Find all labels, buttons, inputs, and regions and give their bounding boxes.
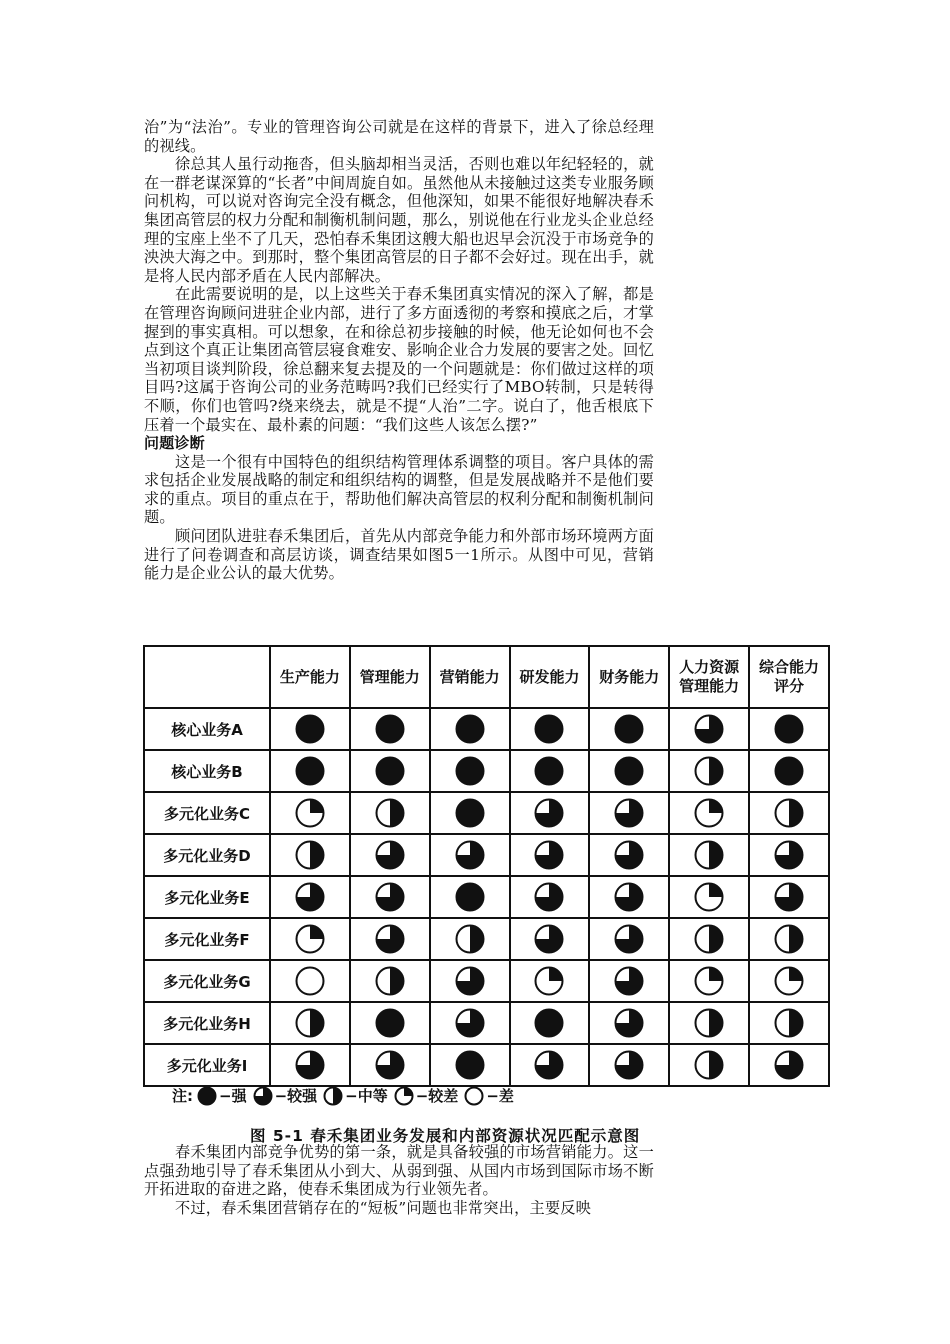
rating-cell	[510, 792, 590, 834]
table-body	[144, 708, 829, 1086]
harvey-ball-icon	[614, 1050, 644, 1080]
corner-cell	[144, 646, 270, 708]
column-header: 综合能力 评分	[749, 646, 829, 708]
harvey-ball-icon	[295, 1008, 325, 1038]
harvey-ball-icon	[295, 714, 325, 744]
harvey-ball-icon	[455, 756, 485, 786]
rating-cell	[270, 750, 350, 792]
paragraph-6: 春禾集团内部竞争优势的第一条，就是具备较强的市场营销能力。这一点强劲地引导了春禾集团从小到大、从弱到强、从国内市场到国际市场不断开拓进取的奋进之路，使春禾集团成为行业领先者。	[144, 1143, 654, 1199]
column-header: 财务能力	[589, 646, 669, 708]
table-row	[144, 792, 829, 834]
legend-label: −差	[486, 1087, 514, 1105]
harvey-ball-icon	[774, 714, 804, 744]
harvey-ball-icon	[534, 756, 564, 786]
harvey-ball-icon	[295, 924, 325, 954]
harvey-ball-icon	[774, 1050, 804, 1080]
column-header: 人力资源 管理能力	[669, 646, 749, 708]
rating-cell	[669, 834, 749, 876]
harvey-ball-icon	[534, 714, 564, 744]
rating-cell	[350, 1002, 430, 1044]
row-label: 核心业务B	[144, 750, 270, 792]
column-header: 生产能力	[270, 646, 350, 708]
rating-cell	[430, 918, 510, 960]
rating-cell	[669, 750, 749, 792]
table-row	[144, 708, 829, 750]
harvey-ball-icon	[295, 798, 325, 828]
row-label: 多元化业务F	[144, 918, 270, 960]
paragraph-4: 这是一个很有中国特色的组织结构管理体系调整的项目。客户具体的需求包括企业发展战略的制定和组织结构的调整，但是发展战略并不是他们要求的重点。项目的重点在于，帮助他们解决高管层的权利分配和制衡机制问题。	[144, 452, 654, 527]
rating-cell	[749, 1002, 829, 1044]
harvey-ball-icon	[455, 714, 485, 744]
harvey-ball-icon	[455, 1050, 485, 1080]
table-row	[144, 1002, 829, 1044]
table-row	[144, 834, 829, 876]
harvey-ball-icon	[614, 756, 644, 786]
row-label: 多元化业务D	[144, 834, 270, 876]
harvey-ball-icon	[375, 882, 405, 912]
rating-cell	[270, 1044, 350, 1086]
rating-cell	[749, 1044, 829, 1086]
harvey-ball-icon	[774, 798, 804, 828]
row-label: 多元化业务G	[144, 960, 270, 1002]
paragraph-2: 徐总其人虽行动拖沓，但头脑却相当灵活，否则也难以年纪轻轻的，就在一群老谋深算的“长者”中间周旋自如。虽然他从未接触过这类专业服务顾问机构，可以说对咨询完全没有概念，但他深知，如果不能很好地解决春禾集团高管层的权力分配和制衡机制问题，那么，别说他在行业龙头企业总经理的宝座上坐不了几天，恐怕春禾集团这艘大船也迟早会沉没于市场竞争的泱泱大海之中。到那时，整个集团高管层的日子都不会好过。现在出手，就是将人民内部矛盾在人民内部解决。	[144, 155, 654, 285]
row-label: 多元化业务H	[144, 1002, 270, 1044]
rating-cell	[589, 708, 669, 750]
rating-cell	[350, 1044, 430, 1086]
row-label: 多元化业务C	[144, 792, 270, 834]
rating-cell	[430, 960, 510, 1002]
harvey-ball-icon	[455, 882, 485, 912]
harvey-ball-icon	[614, 798, 644, 828]
harvey-ball-icon	[455, 798, 485, 828]
table-row	[144, 1044, 829, 1086]
section-heading: 问题诊断	[144, 434, 205, 453]
harvey-ball-icon	[694, 714, 724, 744]
rating-cell	[510, 1002, 590, 1044]
legend-label: −较差	[415, 1087, 459, 1105]
rating-cell	[350, 708, 430, 750]
legend	[172, 1085, 520, 1106]
harvey-ball-icon	[614, 966, 644, 996]
harvey-ball-icon	[375, 756, 405, 786]
rating-cell	[510, 1044, 590, 1086]
capability-matrix-table	[143, 645, 830, 1087]
rating-cell	[749, 708, 829, 750]
legend-item	[394, 1085, 459, 1106]
harvey-ball-icon	[375, 714, 405, 744]
rating-cell	[430, 750, 510, 792]
rating-cell	[270, 1002, 350, 1044]
rating-cell	[350, 834, 430, 876]
rating-cell	[589, 1002, 669, 1044]
harvey-ball-icon	[614, 924, 644, 954]
legend-label: −较强	[274, 1087, 318, 1105]
rating-cell	[430, 876, 510, 918]
harvey-ball-icon	[694, 840, 724, 870]
rating-cell	[430, 792, 510, 834]
harvey-ball-icon	[774, 840, 804, 870]
rating-cell	[749, 834, 829, 876]
legend-harvey-icon	[323, 1086, 343, 1106]
table-header-row	[144, 646, 829, 708]
legend-item	[253, 1085, 318, 1106]
harvey-ball-icon	[774, 882, 804, 912]
paragraph-3: 在此需要说明的是，以上这些关于春禾集团真实情况的深入了解，都是在管理咨询顾问进驻企业内部，进行了多方面透彻的考察和摸底之后，才掌握到的事实真相。可以想象，在和徐总初步接触的时候，他无论如何也不会点到这个真正让集团高管层寝食难安、影响企业合力发展的要害之处。回忆当初项目谈判阶段，徐总翻来复去提及的一个问题就是：你们做过这样的项目吗?这属于咨询公司的业务范畴吗?我们已经实行了MBO转制，只是转得不顺，你们也管吗?绕来绕去，就是不提“人治”二字。说白了，他舌根底下压着一个最实在、最朴素的问题：“我们这些人该怎么摆?”	[144, 285, 654, 434]
legend-prefix: 注:	[172, 1087, 193, 1105]
legend-item	[197, 1085, 247, 1106]
text-block-bottom	[144, 1143, 654, 1217]
rating-cell	[669, 792, 749, 834]
harvey-ball-icon	[534, 840, 564, 870]
rating-cell	[749, 960, 829, 1002]
harvey-ball-icon	[375, 840, 405, 870]
table-row	[144, 960, 829, 1002]
harvey-ball-icon	[375, 924, 405, 954]
rating-cell	[589, 960, 669, 1002]
rating-cell	[749, 792, 829, 834]
legend-item	[464, 1085, 514, 1106]
rating-cell	[350, 918, 430, 960]
harvey-ball-icon	[774, 966, 804, 996]
rating-cell	[669, 1002, 749, 1044]
rating-cell	[350, 876, 430, 918]
harvey-ball-icon	[614, 882, 644, 912]
rating-cell	[270, 918, 350, 960]
column-header: 研发能力	[510, 646, 590, 708]
rating-cell	[430, 1044, 510, 1086]
harvey-ball-icon	[694, 882, 724, 912]
rating-cell	[270, 960, 350, 1002]
harvey-ball-icon	[614, 714, 644, 744]
rating-cell	[430, 834, 510, 876]
rating-cell	[669, 1044, 749, 1086]
rating-cell	[669, 708, 749, 750]
rating-cell	[510, 708, 590, 750]
harvey-ball-icon	[455, 1008, 485, 1038]
row-label: 多元化业务E	[144, 876, 270, 918]
paragraph-1: 治”为“法治”。专业的管理咨询公司就是在这样的背景下，进入了徐总经理的视线。	[144, 118, 654, 155]
harvey-ball-icon	[295, 1050, 325, 1080]
harvey-ball-icon	[455, 966, 485, 996]
rating-cell	[350, 792, 430, 834]
harvey-ball-icon	[774, 1008, 804, 1038]
rating-cell	[589, 876, 669, 918]
harvey-ball-icon	[375, 1050, 405, 1080]
rating-cell	[510, 960, 590, 1002]
rating-cell	[589, 918, 669, 960]
harvey-ball-icon	[534, 924, 564, 954]
harvey-ball-icon	[295, 882, 325, 912]
rating-cell	[589, 1044, 669, 1086]
table-row	[144, 918, 829, 960]
legend-item	[323, 1085, 388, 1106]
rating-cell	[749, 918, 829, 960]
legend-harvey-icon	[394, 1086, 414, 1106]
harvey-ball-icon	[375, 798, 405, 828]
table-row	[144, 876, 829, 918]
rating-cell	[749, 750, 829, 792]
rating-cell	[510, 918, 590, 960]
column-header: 管理能力	[350, 646, 430, 708]
rating-cell	[430, 708, 510, 750]
harvey-ball-icon	[455, 840, 485, 870]
harvey-ball-icon	[375, 966, 405, 996]
row-label: 多元化业务I	[144, 1044, 270, 1086]
text-block-top	[144, 118, 654, 583]
harvey-ball-icon	[774, 756, 804, 786]
paragraph-7: 不过，春禾集团营销存在的“短板”问题也非常突出，主要反映	[175, 1198, 592, 1217]
harvey-ball-icon	[694, 1008, 724, 1038]
rating-cell	[270, 708, 350, 750]
harvey-ball-icon	[455, 924, 485, 954]
rating-cell	[510, 876, 590, 918]
harvey-ball-icon	[614, 840, 644, 870]
rating-cell	[270, 792, 350, 834]
harvey-ball-icon	[295, 756, 325, 786]
harvey-ball-icon	[534, 882, 564, 912]
table-row	[144, 750, 829, 792]
paragraph-5: 顾问团队进驻春禾集团后，首先从内部竞争能力和外部市场环境两方面进行了问卷调查和高层访谈，调查结果如图5一1所示。从图中可见，营销能力是企业公认的最大优势。	[144, 527, 654, 583]
harvey-ball-icon	[534, 798, 564, 828]
rating-cell	[350, 960, 430, 1002]
rating-cell	[589, 750, 669, 792]
rating-cell	[669, 918, 749, 960]
harvey-ball-icon	[534, 1008, 564, 1038]
harvey-ball-icon	[694, 756, 724, 786]
rating-cell	[589, 834, 669, 876]
harvey-ball-icon	[295, 840, 325, 870]
legend-harvey-icon	[197, 1086, 217, 1106]
legend-label: −强	[219, 1087, 247, 1105]
legend-items	[197, 1085, 520, 1106]
harvey-ball-icon	[774, 924, 804, 954]
row-label: 核心业务A	[144, 708, 270, 750]
harvey-ball-icon	[375, 1008, 405, 1038]
rating-cell	[669, 960, 749, 1002]
rating-cell	[669, 876, 749, 918]
rating-cell	[350, 750, 430, 792]
rating-cell	[589, 792, 669, 834]
harvey-ball-icon	[295, 966, 325, 996]
legend-harvey-icon	[253, 1086, 273, 1106]
harvey-ball-icon	[614, 1008, 644, 1038]
rating-cell	[270, 876, 350, 918]
column-header: 营销能力	[430, 646, 510, 708]
harvey-ball-icon	[694, 924, 724, 954]
harvey-ball-icon	[694, 966, 724, 996]
figure-caption: 图 5-1 春禾集团业务发展和内部资源状况匹配示意图	[250, 1127, 641, 1145]
rating-cell	[270, 834, 350, 876]
rating-cell	[430, 1002, 510, 1044]
legend-harvey-icon	[464, 1086, 484, 1106]
harvey-ball-icon	[534, 966, 564, 996]
rating-cell	[510, 834, 590, 876]
legend-label: −中等	[345, 1087, 388, 1105]
harvey-ball-icon	[694, 1050, 724, 1080]
rating-cell	[749, 876, 829, 918]
rating-cell	[510, 750, 590, 792]
harvey-ball-icon	[534, 1050, 564, 1080]
harvey-ball-icon	[694, 798, 724, 828]
